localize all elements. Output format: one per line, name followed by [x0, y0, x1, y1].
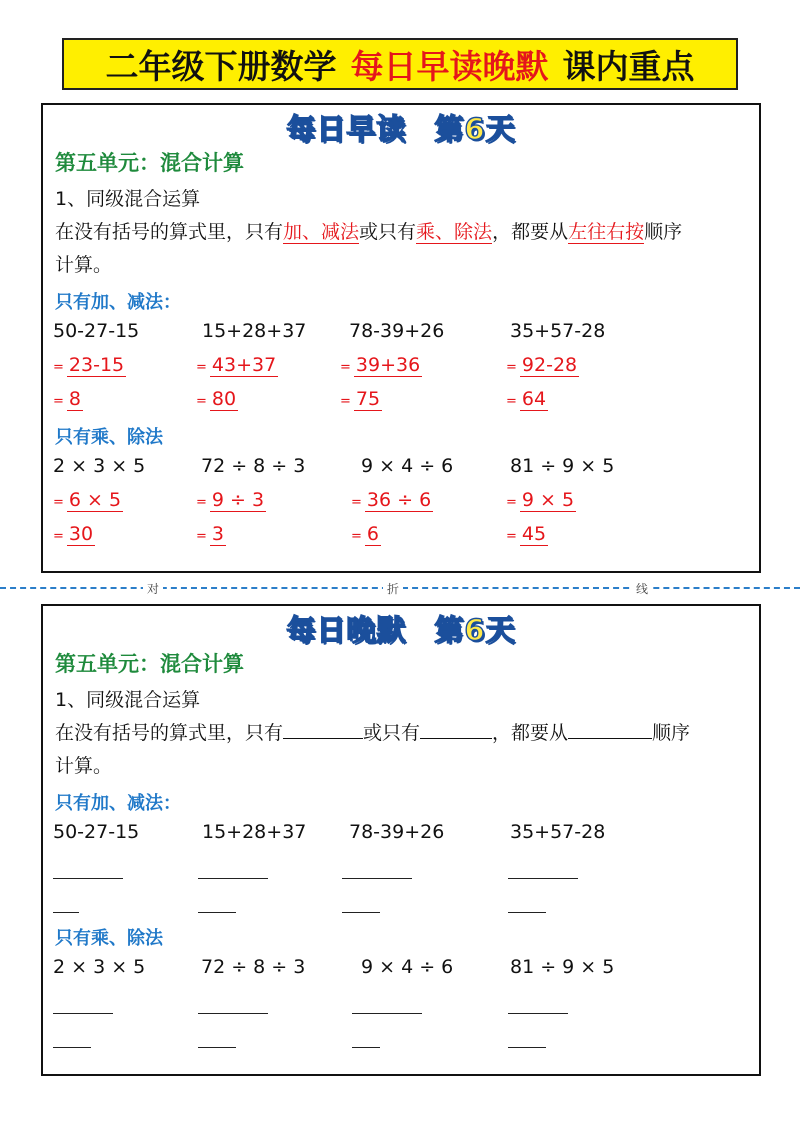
- step-value: 23-15: [68, 354, 125, 376]
- evening-title-label: 每日晚默: [286, 613, 407, 647]
- fill-blank[interactable]: [420, 720, 492, 739]
- rule-keyword-left-to-right: 左往右按: [568, 221, 645, 243]
- answer-result: [351, 523, 381, 545]
- rule-sentence: [55, 217, 682, 244]
- fold-label: 对: [143, 580, 163, 597]
- rule-text: ，都要从: [492, 722, 569, 744]
- evening-card-title: [43, 608, 759, 649]
- step-value: 92-28: [521, 354, 578, 376]
- section-subtitle: 1、同级混合运算: [55, 689, 201, 711]
- fold-label: 折: [383, 580, 403, 597]
- answer-line[interactable]: [198, 1013, 268, 1014]
- problem: 72 ÷ 8 ÷ 3: [201, 956, 306, 978]
- result-value: 75: [355, 388, 381, 410]
- step-value: 9 ÷ 3: [211, 489, 265, 511]
- rule-sentence-end: 计算。: [55, 254, 113, 276]
- equals-sign: =: [53, 495, 64, 510]
- problem: 78-39+26: [349, 821, 445, 843]
- fill-blank[interactable]: [568, 720, 652, 739]
- answer-result: [506, 388, 548, 410]
- banner-focus: 课内重点: [562, 46, 695, 86]
- problem: 2 × 3 × 5: [53, 455, 146, 477]
- rule-keyword-add-sub: 加、减法: [283, 221, 360, 243]
- equals-sign: =: [196, 394, 207, 409]
- equals-sign: =: [351, 495, 362, 510]
- rule-sentence-end: 计算。: [55, 755, 113, 777]
- result-value: 45: [521, 523, 547, 545]
- equals-sign: =: [340, 394, 351, 409]
- problem: 2 × 3 × 5: [53, 956, 146, 978]
- equals-sign: =: [53, 529, 64, 544]
- problem: 50-27-15: [53, 320, 140, 342]
- rule-text: 在没有括号的算式里，只有: [55, 722, 284, 744]
- problem: 9 × 4 ÷ 6: [361, 956, 454, 978]
- answer-line[interactable]: [198, 878, 268, 879]
- answer-line[interactable]: [198, 1047, 236, 1048]
- step-value: 6 × 5: [68, 489, 122, 511]
- fill-blank[interactable]: [283, 720, 363, 739]
- answer-line[interactable]: [508, 1047, 546, 1048]
- answer-step: [506, 489, 576, 511]
- result-value: 30: [68, 523, 94, 545]
- add-sub-header: 只有加、减法：: [55, 292, 181, 313]
- answer-result: [506, 523, 548, 545]
- answer-step: [53, 489, 123, 511]
- page-banner: [62, 38, 738, 90]
- equals-sign: =: [196, 529, 207, 544]
- answer-line[interactable]: [508, 912, 546, 913]
- morning-day-label: 第6天: [434, 112, 516, 146]
- mul-div-header: 只有乘、除法: [55, 928, 163, 949]
- rule-text: 顺序: [644, 221, 683, 243]
- problem: 15+28+37: [202, 821, 307, 843]
- result-value: 3: [211, 523, 224, 545]
- unit-heading: 第五单元：混合计算: [55, 151, 244, 175]
- answer-line[interactable]: [508, 878, 578, 879]
- rule-text: 或只有: [359, 221, 417, 243]
- fold-label: 线: [632, 580, 652, 597]
- problem: 72 ÷ 8 ÷ 3: [201, 455, 306, 477]
- equals-sign: =: [506, 394, 517, 409]
- morning-reading-card: [41, 103, 761, 573]
- answer-result: [340, 388, 382, 410]
- problem: 78-39+26: [349, 320, 445, 342]
- problem: 81 ÷ 9 × 5: [510, 455, 615, 477]
- equals-sign: =: [506, 360, 517, 375]
- result-value: 6: [366, 523, 379, 545]
- answer-step: [506, 354, 579, 376]
- step-value: 36 ÷ 6: [366, 489, 432, 511]
- equals-sign: =: [506, 495, 517, 510]
- result-value: 80: [211, 388, 237, 410]
- step-value: 9 × 5: [521, 489, 575, 511]
- add-sub-header: 只有加、减法：: [55, 793, 181, 814]
- answer-line[interactable]: [53, 1047, 91, 1048]
- equals-sign: =: [53, 360, 64, 375]
- rule-keyword-mul-div: 乘、除法: [416, 221, 493, 243]
- answer-step: [351, 489, 433, 511]
- evening-dictation-card: [41, 604, 761, 1076]
- answer-line[interactable]: [53, 912, 79, 913]
- section-subtitle: 1、同级混合运算: [55, 188, 201, 210]
- problem: 9 × 4 ÷ 6: [361, 455, 454, 477]
- answer-line[interactable]: [508, 1013, 568, 1014]
- answer-result: [53, 388, 83, 410]
- problem: 81 ÷ 9 × 5: [510, 956, 615, 978]
- rule-text: 或只有: [363, 722, 421, 744]
- mul-div-header: 只有乘、除法: [55, 427, 163, 448]
- equals-sign: =: [340, 360, 351, 375]
- answer-result: [53, 523, 95, 545]
- answer-step: [53, 354, 126, 376]
- equals-sign: =: [196, 360, 207, 375]
- unit-heading: 第五单元：混合计算: [55, 652, 244, 676]
- answer-step: [196, 489, 266, 511]
- morning-card-title: [43, 107, 759, 148]
- answer-line[interactable]: [198, 912, 236, 913]
- answer-line[interactable]: [53, 1013, 113, 1014]
- result-value: 64: [521, 388, 547, 410]
- equals-sign: =: [196, 495, 207, 510]
- step-value: 43+37: [211, 354, 277, 376]
- rule-text: 在没有括号的算式里，只有: [55, 221, 284, 243]
- evening-day-label: 第6天: [434, 613, 516, 647]
- rule-sentence: [55, 718, 690, 745]
- answer-step: [196, 354, 278, 376]
- equals-sign: =: [53, 394, 64, 409]
- equals-sign: =: [351, 529, 362, 544]
- answer-result: [196, 523, 226, 545]
- rule-text: ，都要从: [492, 221, 569, 243]
- answer-line[interactable]: [53, 878, 123, 879]
- problem: 35+57-28: [510, 320, 606, 342]
- answer-line[interactable]: [342, 912, 380, 913]
- problem: 15+28+37: [202, 320, 307, 342]
- problem: 50-27-15: [53, 821, 140, 843]
- banner-routine: 每日早读晚默: [350, 46, 549, 86]
- step-value: 39+36: [355, 354, 421, 376]
- morning-title-label: 每日早读: [286, 112, 407, 146]
- answer-result: [196, 388, 238, 410]
- banner-grade: 二年级下册数学: [105, 46, 337, 86]
- problem: 35+57-28: [510, 821, 606, 843]
- answer-line[interactable]: [342, 878, 412, 879]
- answer-line[interactable]: [352, 1047, 380, 1048]
- answer-step: [340, 354, 422, 376]
- answer-line[interactable]: [352, 1013, 422, 1014]
- equals-sign: =: [506, 529, 517, 544]
- rule-text: 顺序: [652, 722, 691, 744]
- result-value: 8: [68, 388, 81, 410]
